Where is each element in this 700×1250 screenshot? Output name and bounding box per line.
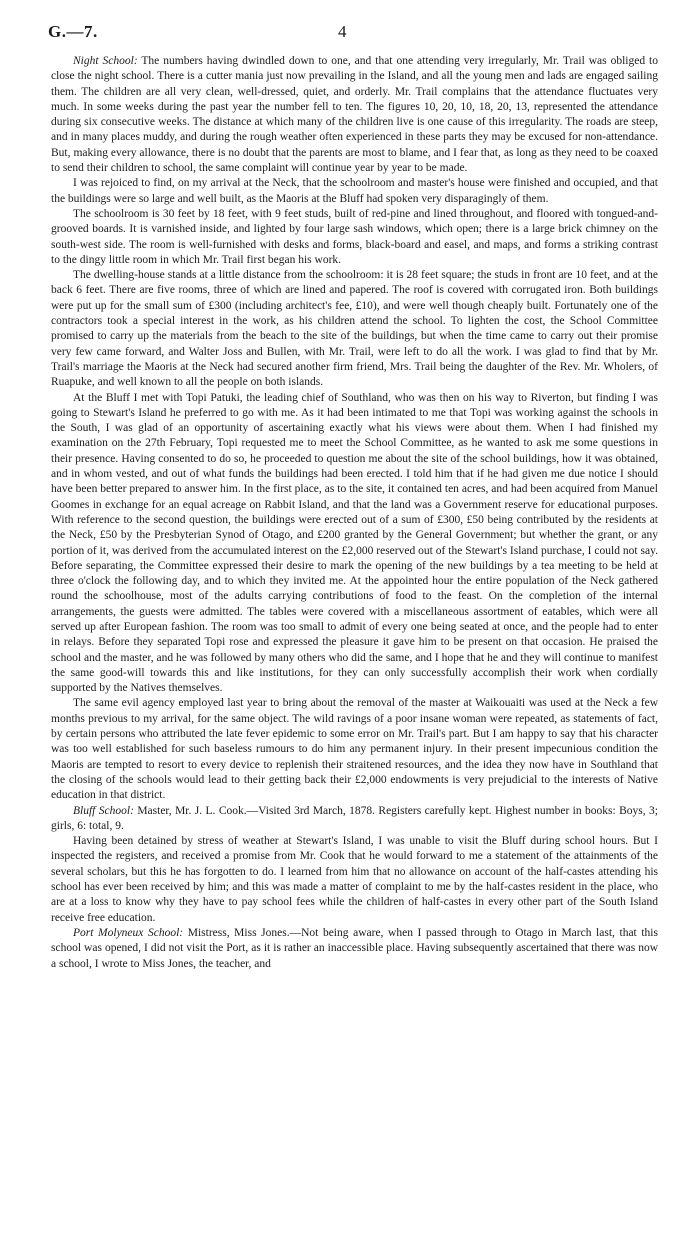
- paragraph-text: The schoolroom is 30 feet by 18 feet, with 9 feet studs, built of red-pine and lined throughout, and floored with tongued-and-grooved boards. It is varnished inside, and lighted by four large sash windows, which open; there is a large brick chimney on the south-west side. The room is well-furnished with desks and forms, black-board and easel, and maps, and forms a striking contrast to the dingy little room in which Mr. Trail first began his work.: [51, 207, 658, 266]
- paragraph-topi-patuki: [51, 391, 658, 697]
- paragraph-dwelling-house: [51, 268, 658, 390]
- document-reference: G.—7.: [48, 22, 98, 41]
- paragraph-text: I was rejoiced to find, on my arrival at the Neck, that the schoolroom and master's house were finished and occupied, and that the buildings were so large and well built, as the Maoris at the Bluff had spoken very disparagingly of them.: [51, 177, 658, 205]
- paragraph-text: Mistress, Miss Jones.—Not being aware, when I passed through to Otago in March last, that this school was opened, I did not visit the Port, as it is rather an inaccessible place. Having subsequently ascertained that there was now a school, I wrote to Miss Jones, the teacher, and: [51, 926, 658, 970]
- paragraph-bluff-detained: [51, 834, 658, 926]
- paragraph-port-molyneux-school: [51, 926, 658, 972]
- paragraph-text: Having been detained by stress of weather at Stewart's Island, I was unable to visit the Bluff during school hours. But I inspected the registers, and received a promise from Mr. Cook that he would forward to me a statement of the attainments of the several scholars, but this he has forgotten to do. I learned from him that no allowance on account of the half-castes attending his school has ever been received by him; and this was made a matter of complaint to me by the half-castes resident in the place, who are at a loss to know why they have to pay school fees while the children of half-castes in every other part of the South Island receive free education.: [51, 835, 658, 924]
- section-lead: Night School:: [73, 55, 138, 67]
- paragraph-text: At the Bluff I met with Topi Patuki, the leading chief of Southland, who was then on his way to Riverton, but finding I was going to Stewart's Island he preferred to go with me. As it had been intimated to me that Topi was working against the schools in the South, I was glad of an opportunity of ascertaining exactly what his views were about them. When I had finished my examination on the 27th February, Topi requested me to meet the School Committee, as he wanted to ask me some questions in their presence. Having consented to do so, he proceeded to question me about the site of the school buildings, how it was obtained, and in whom vested, and out of what funds the buildings had been erected. I told him that if he had given me due notice I should have been better prepared to answer him. In the first place, as to the site, it contained ten acres, and had been acquired from Manuel Goomes in exchange for an equal acreage on Rabbit Island, and that the land was a Government reserve for educational purposes. With reference to the second question, the buildings were erected out of a sum of £300, £50 being contributed by the residents at the Neck, £50 by the Presbyterian Synod of Otago, and £200 granted by the General Government; but whether the grant, or any portion of it, was derived from the accumulated interest on the £2,000 reserved out of the Stewart's Island purchase, I could not say. Before separating, the Committee expressed their desire to mark the opening of the new buildings by a tea meeting to be held at three o'clock the following day, and to which they invited me. At the appointed hour the entire population of the Neck gathered round the schoolhouse, most of the adults carrying contributions of food to the feast. On the completion of the internal arrangements, the guests were admitted. The tables were covered with a miscellaneous assortment of eatables, which were all served up after European fashion. The room was too small to admit of every one being seated at once, and the people had to enter in relays. Before they separated Topi rose and expressed the pleasure it gave him to be present on that occasion. He praised the school and the master, and he was followed by many others who did the same, and I hope that he and they will continue to manifest the same good-will towards this and like institutions, for they can only successfully accomplish their work when cordially supported by the Natives themselves.: [51, 391, 658, 695]
- paragraph-text: The same evil agency employed last year to bring about the removal of the master at Waikouaiti was used at the Neck a few months previous to my arrival, for the same object. The wild ravings of a poor insane woman were repeated, as statements of fact, by certain persons who attributed the late fever epidemic to some error on Mr. Trail's part. But I am happy to say that his character was too well established for such baseless rumours to do him any permanent injury. In their present impecunious condition the Maoris are tempted to resort to every device to replenish their straitened resources, and the idea they now have in Southland that the closing of the schools would lead to their getting back their £2,000 endowments is very prejudicial to the interests of Native education in that district.: [51, 697, 658, 802]
- paragraph-schoolroom: [51, 207, 658, 268]
- paragraph-text: The dwelling-house stands at a little distance from the schoolroom: it is 28 feet square; the studs in front are 10 feet, and at the back 6 feet. There are five rooms, three of which are lined and papered. The roof is covered with corrugated iron. Both buildings were put up for the small sum of £300 (including architect's fee, £10), and were well though cheaply built. Fortunately one of the contractors took a special interest in the work, as his children attend the school. To lighten the cost, the School Committee promised to carry up the materials from the beach to the site of the buildings, but when the time came to carry out their promise very few came forward, and Walter Joss and Bullen, with Mr. Trail, were left to do all the work. I was glad to find that by Mr. Trail's marriage the Maoris at the Neck had secured another firm friend, Mrs. Trail being the daughter of the Rev. Mr. Wholers, of Ruapuke, and well known to all the people on both islands.: [51, 269, 658, 389]
- section-lead: Bluff School:: [73, 804, 134, 817]
- paragraph-text: The numbers having dwindled down to one, and that one attending very irregularly, Mr. Trail was obliged to close the night school. There is a cutter mania just now prevailing in the Island, and all the young men and lads are engaged sailing them. The children are all very clean, well-dressed, quiet, and orderly. Mr. Trail complains that the attendance fluctuates very much. In some weeks during the past year the number fell to ten. The figures 10, 20, 10, 18, 20, 13, represented the attendance during six consecutive weeks. The distance at which many of the children live is one cause of this irregularity. The roads are steep, and in many places muddy, and during the rough weather often experienced in these parts they may be excused for non-attendance. But, making every allowance, there is no doubt that the parents are most to blame, and I fear that, as long as they need to be coaxed to send their children to school, the same complaint will continue year by year to be made.: [51, 55, 658, 175]
- paragraph-text: Master, Mr. J. L. Cook.—Visited 3rd March, 1878. Registers carefully kept. Highest number in books: Boys, 3; girls, 6: total, 9.: [51, 804, 658, 832]
- document-body: [51, 54, 658, 972]
- paragraph-arrival-at-neck: [51, 176, 658, 207]
- paragraph-night-school: [51, 54, 658, 176]
- page-number: 4: [338, 22, 347, 41]
- section-lead: Port Molyneux School:: [73, 926, 184, 939]
- paragraph-bluff-school: [51, 804, 658, 835]
- page-header: [48, 22, 660, 46]
- paragraph-evil-agency: [51, 696, 658, 803]
